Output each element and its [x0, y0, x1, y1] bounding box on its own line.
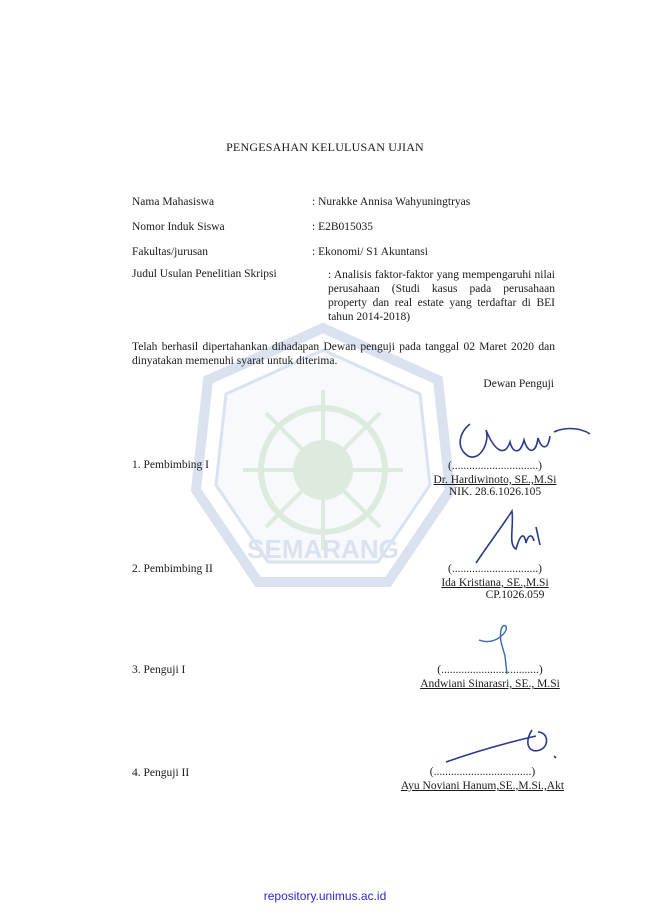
statement-paragraph: Telah berhasil dipertahankan dihadapan Dewan penguji pada tanggal 02 Maret 2020 dan dinyatakan memenuhi syarat untuk diterima. [132, 341, 555, 367]
signature-line: (..............................) [448, 460, 542, 472]
examiner-signature-block [410, 664, 570, 690]
nis-value: : E2B015035 [312, 221, 374, 233]
thesis-value: : Analisis faktor-faktor yang mempengaruhi nilai perusahaan (Studi kasus pada perusahaan property dan real estate yang terdaftar di BEI tahun 2014-2018) [328, 269, 555, 323]
nis-label: Nomor Induk Siswa [132, 221, 225, 233]
examiner-name: Ayu Noviani Hanum,SE.,M.Si.,Akt [400, 780, 565, 792]
signature-image [468, 505, 558, 567]
faculty-value: : Ekonomi/ S1 Akuntansi [312, 246, 428, 258]
examiner-role: 2. Pembimbing II [132, 563, 213, 575]
examiner-id: NIK. 28.6.1026.105 [448, 486, 542, 498]
repository-footer-link[interactable]: repository.unimus.ac.id [263, 889, 387, 903]
name-label: Nama Mahasiswa [132, 196, 215, 208]
examiner-name: Andwiani Sinarasri, SE., M.Si [420, 678, 560, 690]
examiner-signature-block [390, 766, 575, 792]
signature-line: (..................................) [429, 766, 536, 778]
signature-line: (..................................) [437, 664, 543, 676]
examiner-name: Ida Kristiana, SE.,M.Si [441, 577, 549, 589]
examiner-role: 3. Penguji I [132, 664, 186, 676]
board-label: Dewan Penguji [483, 378, 554, 390]
examiner-role: 1. Pembimbing I [132, 459, 209, 471]
name-value: : Nurakke Annisa Wahyuningtryas [312, 196, 471, 208]
examiner-id: CP.1026.059 [485, 589, 545, 601]
signature-image [440, 722, 565, 770]
examiner-role: 4. Penguji II [132, 767, 190, 779]
examiner-signature-block [425, 460, 565, 498]
watermark-text: SEMARANG [247, 534, 399, 564]
examiner-signature-block [430, 563, 560, 601]
faculty-label: Fakultas/jurusan [132, 246, 209, 258]
signature-line: (..............................) [448, 563, 542, 575]
page-title: PENGESAHAN KELULUSAN UJIAN [226, 140, 424, 154]
examiner-name: Dr. Hardiwinoto, SE.,M.Si [433, 474, 557, 486]
thesis-label: Judul Usulan Penelitian Skripsi [132, 268, 277, 280]
